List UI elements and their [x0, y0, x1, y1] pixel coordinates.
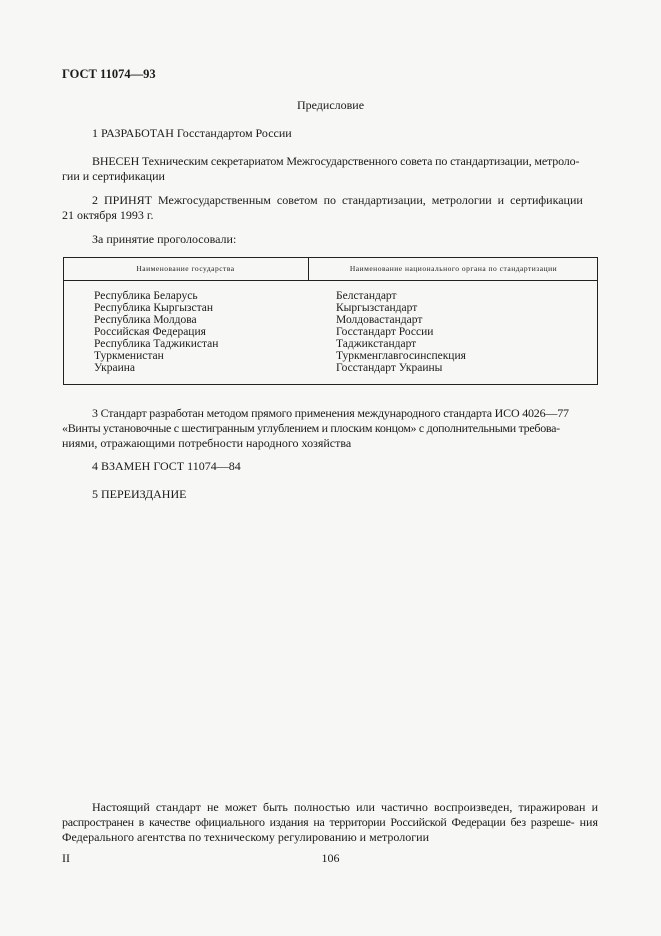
table-header-row: [63, 258, 598, 281]
paragraph-line: гии и сертификации: [62, 169, 165, 183]
paragraph-replaces: [62, 459, 598, 474]
state-cell: Республика Таджикистан: [94, 338, 219, 350]
paragraph-line: 4 ВЗАМЕН ГОСТ 11074—84: [92, 459, 241, 473]
paragraph-line: ниями, отражающими потребности народного хозяйства: [62, 436, 352, 450]
body-cell: Госстандарт Украины: [336, 362, 443, 374]
body-cell: Туркменглавгосинспекция: [336, 350, 466, 362]
state-cell: Республика Беларусь: [94, 290, 198, 302]
bodies-column: [336, 290, 466, 374]
paragraph-line: За принятие проголосовали:: [92, 232, 237, 246]
header-body: Наименование национального органа по стандартизации: [349, 264, 558, 273]
page-number: 106: [321, 851, 340, 865]
section-heading: Предисловие: [296, 98, 365, 112]
paragraph-line: 21 октября 1993 г.: [62, 208, 154, 222]
page-roman-numeral: II: [62, 851, 70, 865]
copyright-notice: [62, 800, 598, 845]
header-state: Наименование государства: [136, 264, 235, 273]
state-cell: Украина: [94, 362, 135, 374]
body-cell: Кыргызстандарт: [336, 302, 418, 314]
paragraph-line: ния Федерального агентства по техническому регулированию и метрологии: [62, 815, 598, 844]
body-cell: Молдовастандарт: [336, 314, 423, 326]
paragraph-line: распространен в качестве официального издания на территории Российской Федерации без разреше-: [62, 815, 575, 829]
paragraph-line: «Винты установочные с шестигранным углублением и плоским концом» с дополнительными требова-: [62, 421, 560, 435]
paragraph-line: ВНЕСЕН Техническим секретариатом Межгосударственного совета по стандартизации, метроло-: [92, 154, 580, 168]
states-column: [94, 290, 218, 374]
paragraph-line: 3 Стандарт разработан методом прямого применения международного стандарта ИСО 4026—77: [92, 406, 569, 420]
document-code: ГОСТ 11074—93: [62, 67, 156, 81]
paragraph-reissue: [62, 487, 598, 502]
paragraph-adopted: [62, 193, 598, 223]
body-cell: Белстандарт: [336, 290, 397, 302]
body-cell: Госстандарт России: [336, 326, 434, 338]
state-cell: Республика Молдова: [94, 314, 197, 326]
paragraph-line: Настоящий стандарт не может быть полностью или частично воспроизведен, тиражирован и: [92, 800, 598, 814]
paragraph-line: 2 ПРИНЯТ Межгосударственным советом по стандартизации, метрологии и сертификации: [92, 193, 583, 207]
paragraph-developed: [62, 126, 598, 141]
body-cell: Таджикстандарт: [336, 338, 417, 350]
state-cell: Туркменистан: [94, 350, 164, 362]
paragraph-method: [62, 406, 598, 451]
paragraph-line: 5 ПЕРЕИЗДАНИЕ: [92, 487, 187, 501]
voting-table: [63, 257, 598, 385]
paragraph-voted: [62, 232, 598, 247]
state-cell: Российская Федерация: [94, 326, 206, 338]
state-cell: Республика Кыргызстан: [94, 302, 214, 314]
paragraph-line: 1 РАЗРАБОТАН Госстандартом России: [92, 126, 292, 140]
paragraph-introduced: [62, 154, 598, 184]
